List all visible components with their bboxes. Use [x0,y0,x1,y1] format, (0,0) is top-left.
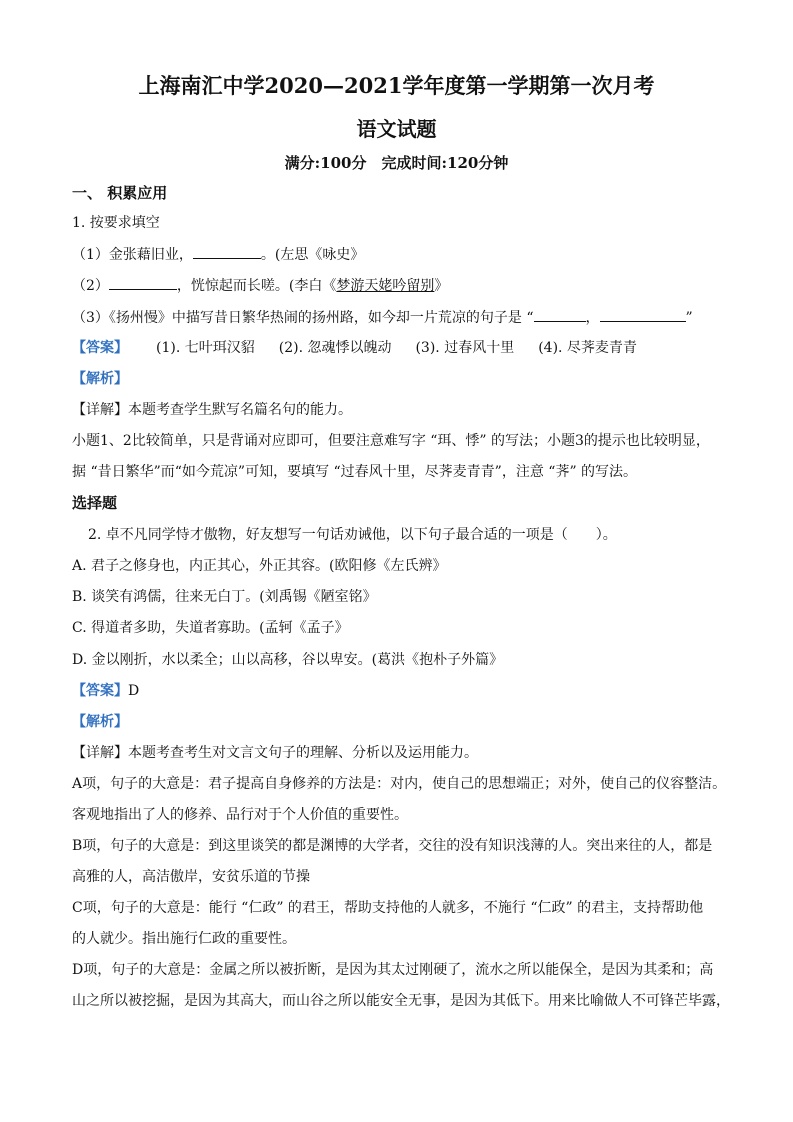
question-1-item-1 [72,244,364,265]
answer-1: (1). 七叶珥汉貂 [156,340,255,356]
question-2-analysis-label: 【解析】 [72,714,128,730]
answer-2: (2). 忽魂悸以魄动 [278,340,392,356]
answer-label: 【答案】 [72,340,128,356]
answer-4: (4). 尽荠麦青青 [538,340,637,356]
question-1-item-3 [72,307,693,328]
answer-value: D [128,683,140,699]
item-1-text-b: 。(左思《咏史》 [260,247,365,263]
fill-blank [109,275,177,290]
question-1-detail-line: 小题1、2比较简单，只是背诵对应即可，但要注意难写字 “珥、悸” 的写法；小题3的提示也比较明显， [72,433,710,449]
item-1-text-a: （1）金张藉旧业， [72,247,193,263]
exam-title: 上海南汇中学2020—2021学年度第一学期第一次月考 [138,73,655,98]
item-2-text-b: ，恍惊起而长嗟。(李白《 [176,278,337,294]
question-2-detail-line: B项，句子的大意是：到这里谈笑的都是渊博的大学者，交往的没有知识浅薄的人。突出来往的人，都是 [72,838,713,854]
question-1-stem: 1. 按要求填空 [72,215,160,231]
section-heading-choice: 选择题 [72,494,118,512]
question-2-detail-line: D项，句子的大意是：金属之所以被折断，是因为其太过刚硬了，流水之所以能保全，是因为其柔和；高 [72,962,714,978]
option-d: D. 金以刚折，水以柔全；山以高移，谷以卑安。(葛洪《抱朴子外篇》 [72,652,504,668]
question-1-answer [72,338,637,358]
option-b: B. 谈笑有鸿儒，往来无白丁。(刘禹锡《陋室铭》 [72,589,377,605]
answer-label: 【答案】 [72,683,128,699]
question-2-detail-line: C项，句子的大意是：能行 “仁政” 的君王，帮助支持他的人就多，不施行 “仁政” 的君主，支持帮助他 [72,900,704,916]
section-heading-accumulation: 一、 积累应用 [72,184,168,202]
item-2-poem-title: 梦游天姥吟留别 [336,278,435,294]
answer-3: (3). 过春风十里 [415,340,515,356]
item-3-text-c: ” [685,310,693,326]
question-1-detail-line: 【详解】本题考查学生默写名篇名句的能力。 [72,402,352,418]
exam-subject: 语文试题 [356,117,437,141]
fill-blank [534,307,586,322]
question-2-answer [72,681,139,701]
item-3-text-a: （3）《扬州慢》中描写昔日繁华热闹的扬州路，如今却一片荒凉的句子是 “ [72,310,534,326]
item-2-text-c: 》 [434,278,449,294]
question-2-detail-line: 高雅的人，高洁傲岸，安贫乐道的节操 [72,869,310,885]
item-2-text-a: （2） [72,278,109,294]
question-2-detail-line: 【详解】本题考查考生对文言文句子的理解、分析以及运用能力。 [72,745,478,761]
fill-blank [193,244,261,259]
question-2-detail-line: A项，句子的大意是：君子提高自身修养的方法是：对内，使自己的思想端正；对外，使自己的仪容整洁。 [72,776,727,792]
question-1-item-2 [72,275,448,296]
question-2-detail-line: 的人就少。指出施行仁政的重要性。 [72,931,296,947]
question-2-detail-line: 客观地指出了人的修养、品行对于个人价值的重要性。 [72,807,408,823]
option-c: C. 得道者多助，失道者寡助。(孟轲《孟子》 [72,620,349,636]
question-1-detail-line: 据 “昔日繁华”而“如今荒凉”可知，要填写 “过春风十里，尽荠麦青青”，注意 “荠” 的写法。 [72,464,638,480]
question-1-analysis-label: 【解析】 [72,371,128,387]
option-a: A. 君子之修身也，内正其心，外正其容。(欧阳修《左氏辨》 [72,558,447,574]
exam-info: 满分:100分 完成时间:120分钟 [284,154,509,172]
fill-blank [600,307,686,322]
question-2-stem: 2. 卓不凡同学恃才傲物，好友想写一句话劝诫他，以下句子最合适的一项是（ ）。 [88,527,617,543]
item-3-text-b: ， [585,310,600,326]
question-2-detail-line: 山之所以被挖掘，是因为其高大，而山谷之所以能安全无事，是因为其低下。用来比喻做人不可锋芒毕露， [72,993,730,1009]
